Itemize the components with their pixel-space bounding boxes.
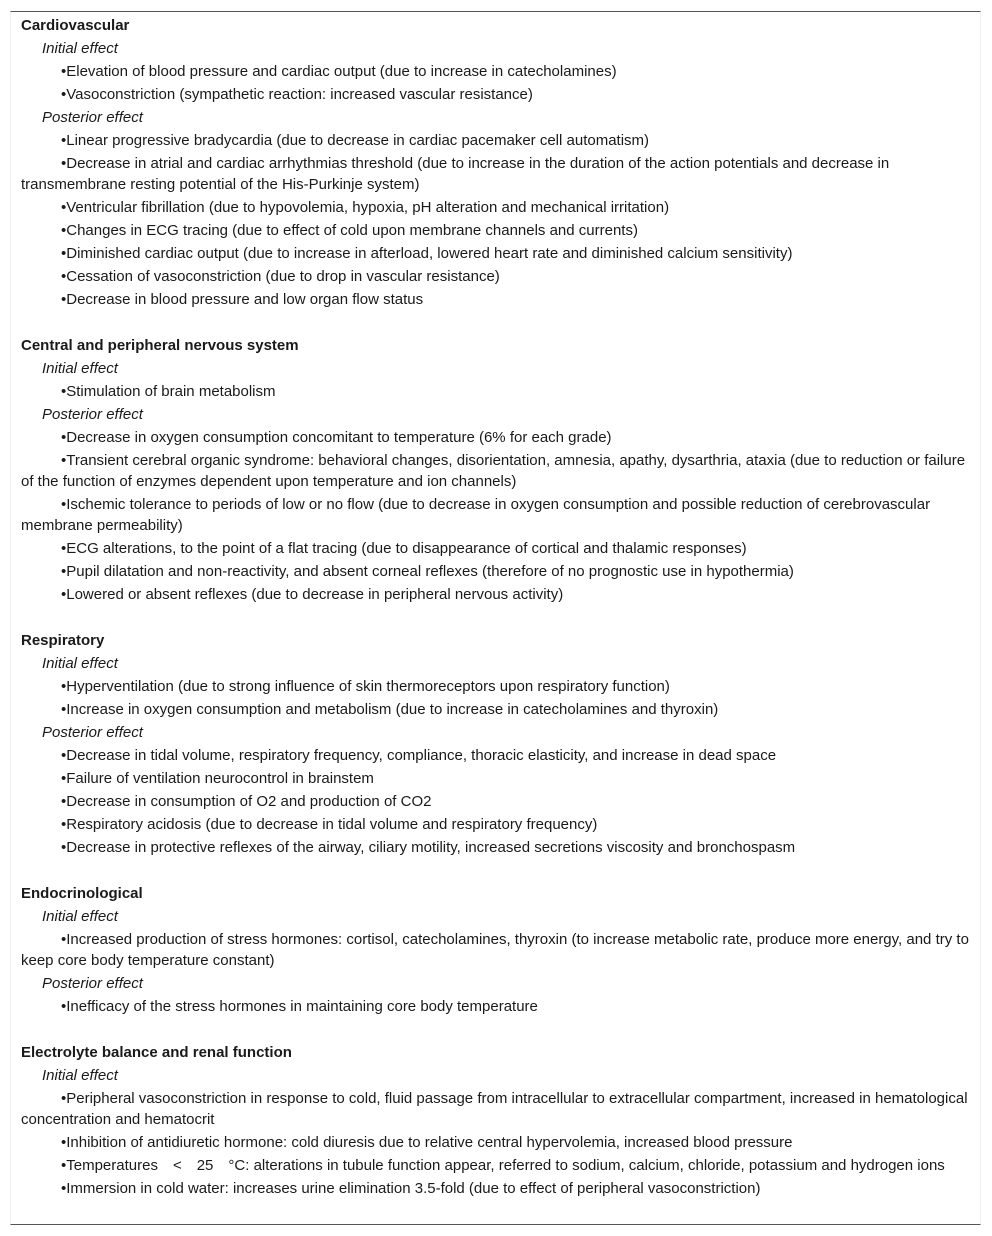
effect-item: •Hyperventilation (due to strong influence of skin thermoreceptors upon respiratory function) — [61, 678, 670, 695]
section-spacer — [21, 1018, 970, 1041]
section-spacer — [21, 606, 970, 629]
effect-item: •Ventricular fibrillation (due to hypovolemia, hypoxia, pH alteration and mechanical irritation) — [61, 199, 670, 216]
effect-item: •Decrease in consumption of O2 and production of CO2 — [61, 793, 432, 810]
effect-phase-label: Posterior effect — [42, 406, 143, 423]
effect-item: •Pupil dilatation and non-reactivity, and absent corneal reflexes (therefore of no prognostic use in hypothermia) — [61, 563, 794, 580]
section-title: Respiratory — [21, 632, 105, 649]
effect-item: •Vasoconstriction (sympathetic reaction: increased vascular resistance) — [61, 86, 533, 103]
effect-item: •Decrease in blood pressure and low organ flow status — [61, 291, 424, 308]
effect-item: •Lowered or absent reflexes (due to decrease in peripheral nervous activity) — [61, 586, 564, 603]
effect-phase-label: Posterior effect — [42, 109, 143, 126]
effect-item: •ECG alterations, to the point of a flat tracing (due to disappearance of cortical and thalamic responses) — [61, 540, 747, 557]
effect-item: •Decrease in protective reflexes of the airway, ciliary motility, increased secretions viscosity and bronchospasm — [61, 839, 796, 856]
effect-item: •Stimulation of brain metabolism — [61, 383, 276, 400]
section-title: Central and peripheral nervous system — [21, 337, 299, 354]
effect-item: •Transient cerebral organic syndrome: behavioral changes, disorientation, amnesia, apathy, dysarthria, ataxia (due to reduction or failure of the function of enzymes dependent upon temperature and ion channels) — [21, 452, 966, 490]
effect-item: •Failure of ventilation neurocontrol in brainstem — [61, 770, 374, 787]
effect-item: •Decrease in oxygen consumption concomitant to temperature (6% for each grade) — [61, 429, 612, 446]
effect-item: •Decrease in tidal volume, respiratory frequency, compliance, thoracic elasticity, and increase in dead space — [61, 747, 777, 764]
section — [21, 882, 970, 1018]
section — [21, 14, 970, 311]
effect-item: •Increased production of stress hormones: cortisol, catecholamines, thyroxin (to increase metabolic rate, produce more energy, and try to keep core body temperature constant) — [21, 931, 969, 969]
effects-table — [10, 11, 981, 1225]
effect-item: •Respiratory acidosis (due to decrease in tidal volume and respiratory frequency) — [61, 816, 598, 833]
effect-item: •Diminished cardiac output (due to increase in afterload, lowered heart rate and diminished calcium sensitivity) — [61, 245, 793, 262]
section-spacer — [21, 311, 970, 334]
effect-item: •Ischemic tolerance to periods of low or no flow (due to decrease in oxygen consumption and possible reduction of cerebrovascular membrane permeability) — [21, 496, 931, 534]
section-title: Electrolyte balance and renal function — [21, 1044, 292, 1061]
effect-item: •Peripheral vasoconstriction in response to cold, fluid passage from intracellular to extracellular compartment, increased in hematological concentration and hematocrit — [21, 1090, 968, 1128]
section-title: Endocrinological — [21, 885, 143, 902]
section — [21, 334, 970, 606]
effect-item: •Inhibition of antidiuretic hormone: cold diuresis due to relative central hypervolemia, increased blood pressure — [61, 1134, 793, 1151]
section-title: Cardiovascular — [21, 17, 130, 34]
effect-phase-label: Initial effect — [42, 40, 118, 57]
effect-item: •Immersion in cold water: increases urine elimination 3.5-fold (due to effect of peripheral vasoconstriction) — [61, 1180, 761, 1197]
effect-phase-label: Initial effect — [42, 360, 118, 377]
effect-item: •Decrease in atrial and cardiac arrhythmias threshold (due to increase in the duration of the action potentials and decrease in transmembrane resting potential of the His-Purkinje system) — [21, 155, 890, 193]
effect-phase-label: Posterior effect — [42, 724, 143, 741]
effect-phase-label: Initial effect — [42, 908, 118, 925]
effect-item: •Inefficacy of the stress hormones in maintaining core body temperature — [61, 998, 538, 1015]
effect-item: •Temperatures < 25 °C: alterations in tubule function appear, referred to sodium, calcium, chloride, potassium and hydrogen ions — [61, 1157, 945, 1174]
section — [21, 629, 970, 859]
effect-item: •Changes in ECG tracing (due to effect of cold upon membrane channels and currents) — [61, 222, 638, 239]
section — [21, 1041, 970, 1200]
effect-phase-label: Initial effect — [42, 655, 118, 672]
section-spacer — [21, 859, 970, 882]
effect-phase-label: Initial effect — [42, 1067, 118, 1084]
effect-item: •Increase in oxygen consumption and metabolism (due to increase in catecholamines and thyroxin) — [61, 701, 719, 718]
effect-phase-label: Posterior effect — [42, 975, 143, 992]
effect-item: •Cessation of vasoconstriction (due to drop in vascular resistance) — [61, 268, 500, 285]
effect-item: •Elevation of blood pressure and cardiac output (due to increase in catecholamines) — [61, 63, 617, 80]
effect-item: •Linear progressive bradycardia (due to decrease in cardiac pacemaker cell automatism) — [61, 132, 650, 149]
